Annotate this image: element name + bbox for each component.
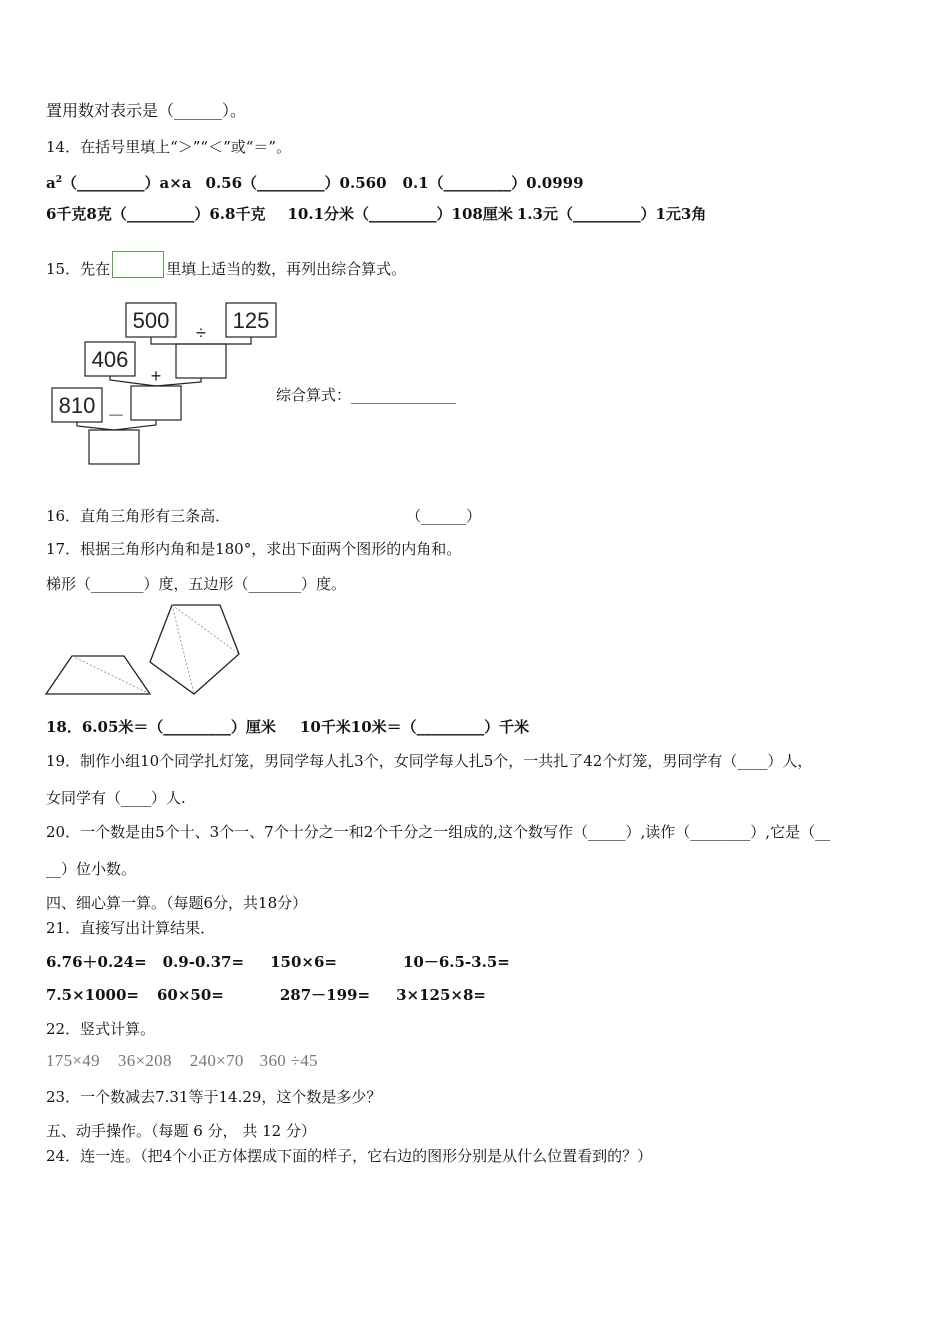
- q22-item-3: 240×70: [189, 1051, 244, 1070]
- q21-row2: [46, 985, 486, 1005]
- q20-line1: 20．一个数是由5个十、3个一、7个十分之一和2个千分之一组成的,这个数写作（_____）,读作（________）,它是（__: [46, 823, 831, 841]
- q17-line: 梯形（_______）度，五边形（_______）度。: [46, 575, 347, 593]
- op-divide: ÷: [196, 323, 206, 343]
- q22-item-2: 36×208: [117, 1051, 172, 1070]
- q21-expr-5: 7.5×1000=: [46, 986, 139, 1004]
- q18-part1: 18．6.05米＝（_________）厘米: [46, 718, 276, 736]
- q14-item4: 6千克8克（_________）6.8千克: [46, 205, 266, 223]
- q22-item-4: 360 ÷45: [259, 1051, 318, 1070]
- q18: [46, 717, 529, 737]
- q15-title-pre: 15．先在: [46, 260, 111, 278]
- q17-shapes: [44, 602, 244, 698]
- op-minus: －: [107, 406, 125, 426]
- q21-title: 21．直接写出计算结果．: [46, 919, 216, 937]
- q13-tail: 置用数对表示是（______）。: [46, 101, 247, 120]
- q14-item1: （_________）a×a: [62, 174, 192, 192]
- q14-a: a: [46, 174, 56, 192]
- q21-row1: [46, 952, 510, 972]
- box-result[interactable]: [89, 430, 139, 464]
- q15-title: [46, 251, 406, 279]
- pentagon-shape: [150, 605, 239, 694]
- num-810: 810: [58, 393, 96, 418]
- op-plus: +: [150, 366, 162, 386]
- q14-exp: 2: [55, 175, 62, 185]
- q21-expr-8: 3×125×8=: [396, 986, 486, 1004]
- q21-expr-3: 150×6=: [270, 953, 337, 971]
- q14-item3: 0.1（_________）0.0999: [402, 174, 584, 192]
- trapezoid-shape: [46, 656, 150, 694]
- q14-item5: 10.1分米（_________）108厘米: [287, 205, 513, 223]
- q21-expr-4: 10－6.5-3.5=: [402, 953, 510, 971]
- q14-row1: [46, 170, 584, 193]
- q22-title: 22．竖式计算。: [46, 1020, 156, 1038]
- q15-formula: 综合算式：______________: [276, 386, 457, 404]
- q14-row2: [46, 204, 706, 224]
- q15-title-post: 里填上适当的数，再列出综合算式。: [166, 260, 407, 278]
- box-sum[interactable]: [176, 344, 226, 378]
- num-125: 125: [232, 308, 270, 333]
- q14-item2: 0.56（_________）0.560: [205, 174, 387, 192]
- num-500: 500: [132, 308, 170, 333]
- q16-text: 16．直角三角形有三条高．: [46, 507, 231, 525]
- q21-expr-2: 0.9-0.37=: [162, 953, 245, 971]
- q22-items: [46, 1051, 318, 1071]
- q23: 23．一个数减去7.31等于14.29，这个数是多少？: [46, 1088, 382, 1106]
- section-5-heading: 五、动手操作。（每题 6 分， 共 12 分）: [46, 1122, 316, 1140]
- q24: 24．连一连。（把4个小正方体摆成下面的样子，它右边的图形分别是从什么位置看到的？）: [46, 1147, 653, 1165]
- q17-title: 17．根据三角形内角和是180°，求出下面两个图形的内角和。: [46, 540, 462, 558]
- num-406: 406: [91, 347, 129, 372]
- q14-title: 14．在括号里填上“＞”“＜”或“＝”。: [46, 138, 292, 156]
- q21-expr-7: 287－199=: [279, 986, 371, 1004]
- q16-blank: （______）: [406, 507, 482, 525]
- q19-line1: 19．制作小组10个同学扎灯笼，男同学每人扎3个，女同学每人扎5个，一共扎了42个灯笼，男同学有（____）人，: [46, 752, 813, 770]
- q14-item6: 1.3元（_________）1元3角: [516, 205, 707, 223]
- q20-line2: __）位小数。: [46, 860, 137, 878]
- q19-line2: 女同学有（____）人.: [46, 789, 186, 807]
- q22-item-1: 175×49: [46, 1051, 100, 1070]
- section-4-heading: 四、细心算一算。（每题6分，共18分）: [46, 894, 308, 912]
- box-answer[interactable]: [131, 386, 181, 420]
- q21-expr-6: 60×50=: [156, 986, 224, 1004]
- q15-tree-diagram: [40, 292, 290, 472]
- answer-box-sample: [112, 251, 164, 278]
- q21-expr-1: 6.76＋0.24=: [46, 953, 147, 971]
- q16: [46, 506, 481, 526]
- q18-part2: 10千米10米＝（_________）千米: [299, 718, 530, 736]
